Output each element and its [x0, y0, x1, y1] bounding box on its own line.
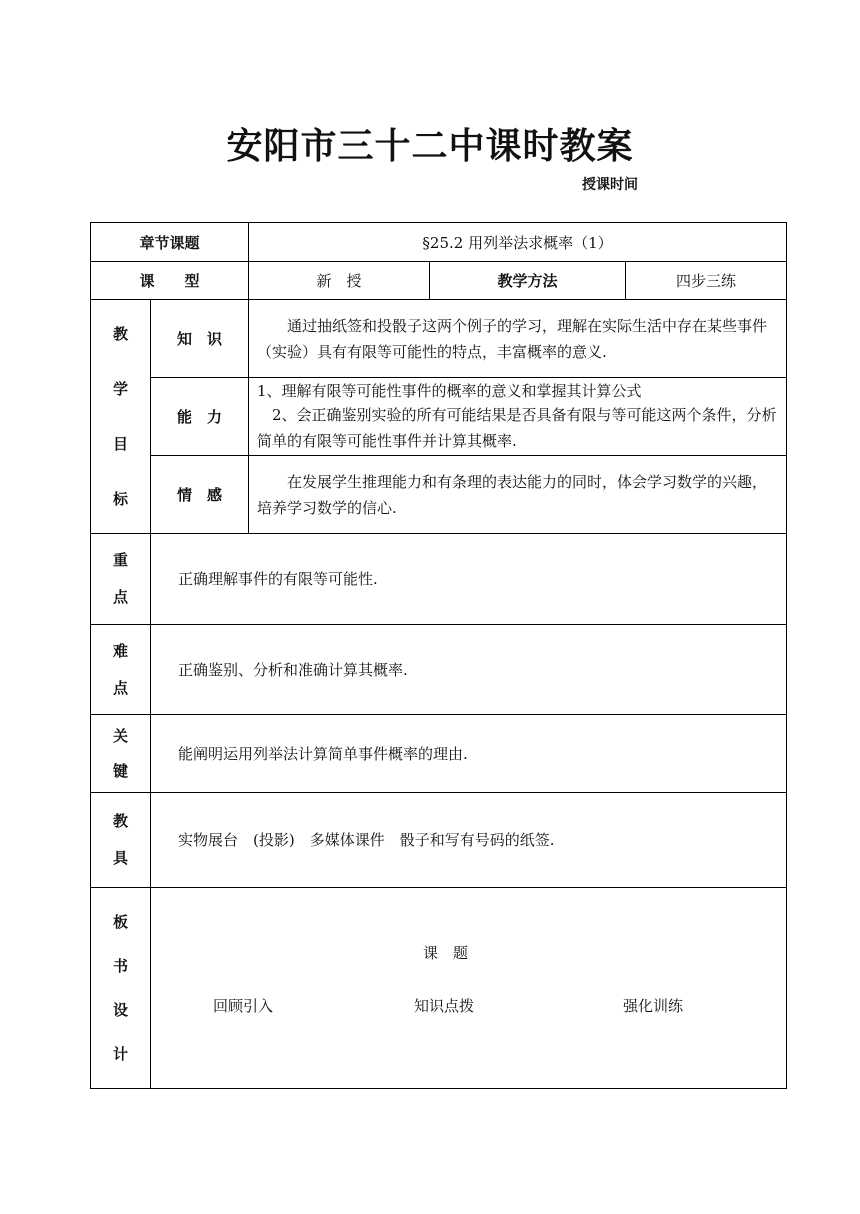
- difficulty-label: [91, 625, 151, 715]
- emotion-text: 在发展学生推理能力和有条理的表达能力的同时，体会学习数学的兴趣，培养学习数学的信心.: [249, 456, 787, 534]
- ability-label: 能 力: [151, 378, 249, 456]
- crux-char: 关: [112, 726, 128, 745]
- board-topic: 课 题: [423, 944, 469, 962]
- key-point-text: 正确理解事件的有限等可能性.: [151, 534, 787, 625]
- goals-label-char: 学: [112, 379, 128, 398]
- lesson-plan-table: [90, 222, 787, 1089]
- type-label: 课 型: [91, 262, 249, 300]
- key-point-char: 点: [112, 588, 128, 606]
- method-label: 教学方法: [430, 262, 626, 300]
- difficulty-text: 正确鉴别、分析和准确计算其概率.: [151, 625, 787, 715]
- ability-text: [249, 378, 787, 456]
- board-col-knowledge: 知识点拨: [414, 997, 475, 1015]
- row-crux: [91, 715, 787, 793]
- board-char: 设: [112, 1000, 128, 1019]
- crux-text: 能阐明运用列举法计算简单事件概率的理由.: [151, 715, 787, 793]
- method-value: 四步三练: [626, 262, 787, 300]
- goals-label-char: 标: [112, 489, 128, 508]
- board-char: 板: [112, 912, 128, 931]
- row-goal-knowledge: [91, 300, 787, 378]
- ability-line-1: 1、理解有限等可能性事件的概率的意义和掌握其计算公式: [257, 381, 642, 400]
- row-topic: [91, 223, 787, 262]
- crux-label: [91, 715, 151, 793]
- row-difficulty: [91, 625, 787, 715]
- difficulty-char: 难: [112, 641, 128, 660]
- row-key-point: [91, 534, 787, 625]
- key-point-label: [91, 534, 151, 625]
- tools-text: 实物展台 (投影) 多媒体课件 骰子和写有号码的纸签.: [151, 793, 787, 888]
- board-char: 书: [112, 956, 128, 975]
- emotion-label: 情 感: [151, 456, 249, 534]
- key-point-char: 重: [112, 551, 128, 569]
- goals-label-char: 教: [112, 324, 128, 343]
- crux-char: 键: [112, 761, 128, 780]
- board-layout: [151, 888, 786, 1088]
- tools-char: 具: [112, 849, 128, 867]
- row-board: [91, 888, 787, 1089]
- goals-label: [91, 300, 151, 534]
- topic-value: §25.2 用列举法求概率（1）: [249, 223, 787, 262]
- board-col-review: 回顾引入: [213, 997, 274, 1015]
- knowledge-text: 通过抽纸签和投骰子这两个例子的学习，理解在实际生活中存在某些事件（实验）具有有限等可能性的特点，丰富概率的意义.: [249, 300, 787, 378]
- ability-line-2: 2、会正确鉴别实验的所有可能结果是否具备有限与等可能这两个条件，分析简单的有限等可能性事件并计算其概率.: [257, 405, 777, 450]
- row-goal-ability: [91, 378, 787, 456]
- difficulty-char: 点: [112, 678, 128, 697]
- tools-label: [91, 793, 151, 888]
- type-value: 新 授: [249, 262, 430, 300]
- board-col-practice: 强化训练: [623, 997, 684, 1015]
- goals-label-char: 目: [112, 434, 128, 453]
- tools-char: 教: [112, 812, 128, 830]
- row-tools: [91, 793, 787, 888]
- board-content: [151, 888, 787, 1089]
- page-title: 安阳市三十二中课时教案: [226, 126, 634, 167]
- knowledge-label: 知 识: [151, 300, 249, 378]
- board-char: 计: [112, 1044, 128, 1063]
- board-label: [91, 888, 151, 1089]
- row-goal-emotion: [91, 456, 787, 534]
- topic-label: 章节课题: [91, 223, 249, 262]
- row-type: [91, 262, 787, 300]
- class-time-label: 授课时间: [582, 177, 638, 193]
